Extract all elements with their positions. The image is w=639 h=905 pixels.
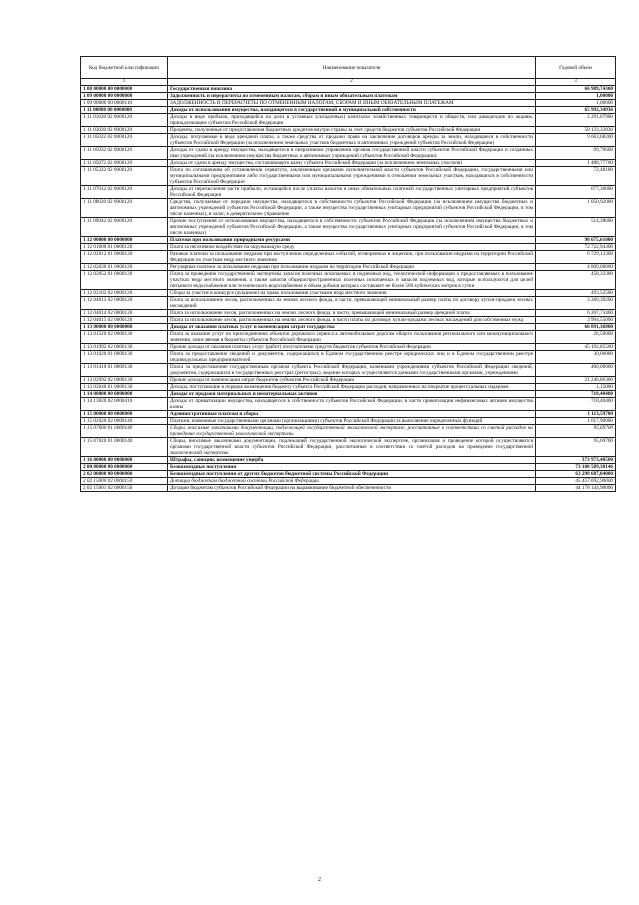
row-value: 1,00000 bbox=[536, 93, 616, 100]
row-code: 1 15 07000 01 0000140 bbox=[81, 425, 168, 438]
row-code: 1 11 01020 02 0000120 bbox=[81, 114, 168, 127]
row-name: Доходы от сдачи в аренду имущества, составляющего казну субъекта Российской Федерации (за исключением земельных участков) bbox=[168, 160, 536, 167]
row-value: 400,00000 bbox=[536, 364, 616, 377]
table-row bbox=[81, 471, 616, 478]
row-value: 63 298 687,04000 bbox=[536, 471, 616, 478]
row-value: 718,40400 bbox=[536, 398, 616, 411]
row-code: 1 12 04014 02 0000120 bbox=[81, 310, 168, 317]
header-value: Годовой объем bbox=[536, 57, 616, 79]
row-value: 6 729,13300 bbox=[536, 251, 616, 264]
table-row bbox=[81, 147, 616, 160]
row-code: 1 12 02102 02 0000120 bbox=[81, 290, 168, 297]
table-row bbox=[81, 377, 616, 384]
row-value: 66 891,36800 bbox=[536, 324, 616, 331]
table-row bbox=[81, 114, 616, 127]
row-name: Плата за использование лесов, расположенных на землях лесного фонда, в части, превышающей минимальный размер платы по договору купли-продажи лесных насаждений bbox=[168, 297, 536, 310]
row-name: Платежи, взимаемые государственными органами (организациями) субъектов Российской Федерации за выполнение определенных функций bbox=[168, 418, 536, 425]
row-value: 21 240,86300 bbox=[536, 377, 616, 384]
row-code: 1 08 00000 00 0000000 bbox=[81, 86, 168, 93]
row-name: Сборы за участие в конкурсе (аукционе) на право пользования участками недр местного значения bbox=[168, 290, 536, 297]
table-row bbox=[81, 464, 616, 471]
row-name: Разовые платежи за пользование недрами при наступлении определенных событий, оговоренных в лицензии, при пользовании недрами на территории Российской Федерации по участкам недр местного значения bbox=[168, 251, 536, 264]
row-value: 30,00000 bbox=[536, 351, 616, 364]
row-code: 1 11 05022 02 0000120 bbox=[81, 134, 168, 147]
row-code: 1 12 00000 00 0000000 bbox=[81, 237, 168, 244]
row-code: 2 02 00000 00 0000000 bbox=[81, 471, 168, 478]
row-name: Доходы от использования имущества, находящегося в государственной и муниципальной собственности bbox=[168, 107, 536, 114]
row-value: 677,30000 bbox=[536, 186, 616, 199]
row-value: 72 722,94300 bbox=[536, 244, 616, 251]
table-row bbox=[81, 425, 616, 438]
row-value: 1 488,77700 bbox=[536, 160, 616, 167]
row-name: Доходы от приватизации имущества, находящегося в собственности субъектов Российской Федерации, в части приватизации нефинансовых активов имущества казны bbox=[168, 398, 536, 411]
row-name: Плата за предоставление сведений и документов, содержащихся в Едином государственном реестре юридических лиц и в Едином государственном реестре индивидуальных предпринимателей bbox=[168, 351, 536, 364]
row-value: 66 989,74300 bbox=[536, 86, 616, 93]
table-row bbox=[81, 478, 616, 485]
row-name: Плата за оказание услуг по присоединению объектов дорожного сервиса к автомобильным дорогам общего пользования регионального или межмуниципального значения, зачисляемая в бюджеты субъектов Российской Федерации bbox=[168, 331, 536, 344]
row-name: Безвозмездные поступления от других бюджетов бюджетной системы Российской Федерации bbox=[168, 471, 536, 478]
row-code: 1 09 00000 00 0000110 bbox=[81, 100, 168, 107]
row-name: Доходы от оказания платных услуг и компенсации затрат государства bbox=[168, 324, 536, 331]
row-code: 1 11 00000 00 0000000 bbox=[81, 107, 168, 114]
row-name: Задолженность и перерасчеты по отмененным налогам, сборам и иным обязательным платежам bbox=[168, 93, 536, 100]
row-value: 718,40400 bbox=[536, 391, 616, 398]
row-value: 45 192,85500 bbox=[536, 344, 616, 351]
table-body bbox=[81, 86, 616, 492]
table-row bbox=[81, 398, 616, 411]
row-code: 1 12 04015 02 0000120 bbox=[81, 317, 168, 324]
row-name: Проценты, полученные от предоставления бюджетных кредитов внутри страны за счет средств бюджетов субъектов Российской Федерации bbox=[168, 127, 536, 134]
row-name: Государственная пошлина bbox=[168, 86, 536, 93]
row-code: 1 15 02020 02 0000140 bbox=[81, 418, 168, 425]
row-value: 1 017,90000 bbox=[536, 418, 616, 425]
row-value: 72,48100 bbox=[536, 167, 616, 186]
table-row bbox=[81, 331, 616, 344]
row-name: Плата за негативное воздействие на окружающую среду bbox=[168, 244, 536, 251]
table-header-row bbox=[81, 57, 616, 79]
row-code: 1 14 13020 02 0000410 bbox=[81, 398, 168, 411]
row-name: Штрафы, санкции, возмещение ущерба bbox=[168, 457, 536, 464]
row-code: 1 12 01000 01 0000120 bbox=[81, 244, 168, 251]
table-row bbox=[81, 218, 616, 237]
table-row bbox=[81, 364, 616, 377]
row-value: 9 663,68200 bbox=[536, 134, 616, 147]
row-name: Доходы от сдачи в аренду имущества, находящегося в оперативном управлении органов государственной власти субъектов Российской Федерации и созданных ими учреждений (за исключением имущества бюджетных и автономных учреждений субъектов Российской Федерации) bbox=[168, 147, 536, 160]
row-code: 2 02 15001 02 0000150 bbox=[81, 485, 168, 492]
page-number: 2 bbox=[318, 877, 321, 883]
row-name: Средства, получаемые от передачи имущества, находящегося в собственности субъектов Российской Федерации (за исключением имущества бюджетных и автономных учреждений субъектов Российской Федерации, а также имущества государственных унитарных предприятий субъектов Российской Федерации, в том числе казенных), в залог, в доверительное управление bbox=[168, 199, 536, 218]
table-row bbox=[81, 310, 616, 317]
row-code: 1 13 00000 00 0000000 bbox=[81, 324, 168, 331]
row-value: 50 133,32836 bbox=[536, 127, 616, 134]
table-row bbox=[81, 134, 616, 147]
table-row bbox=[81, 199, 616, 218]
table-row bbox=[81, 344, 616, 351]
row-code: 1 09 00000 00 0000000 bbox=[81, 93, 168, 100]
row-code: 1 11 09042 02 0000120 bbox=[81, 218, 168, 237]
table-row bbox=[81, 237, 616, 244]
row-value: 26,50000 bbox=[536, 331, 616, 344]
row-value: 44 178 144,90000 bbox=[536, 485, 616, 492]
row-name: Дотации бюджетам бюджетной системы Российской Федерации bbox=[168, 478, 536, 485]
row-value: 1,15000 bbox=[536, 384, 616, 391]
table-row bbox=[81, 411, 616, 418]
table-row bbox=[81, 457, 616, 464]
row-name: Доходы в виде прибыли, приходящейся на доли в уставных (складочных) капиталах хозяйственных товариществ и обществ, или дивидендов по акциям, принадлежащим субъектам Российской Федерации bbox=[168, 114, 536, 127]
row-value: 4 809,00000 bbox=[536, 264, 616, 271]
row-code: 1 12 02052 01 0000120 bbox=[81, 271, 168, 290]
table-row bbox=[81, 86, 616, 93]
row-name: Платежи при пользовании природными ресурсами bbox=[168, 237, 536, 244]
row-value: 458,33300 bbox=[536, 271, 616, 290]
row-value: 73 100 589,38146 bbox=[536, 464, 616, 471]
row-value: 2 291,67900 bbox=[536, 114, 616, 127]
row-value: 6 207,73400 bbox=[536, 310, 616, 317]
row-name: ЗАДОЛЖЕННОСТЬ И ПЕРЕРАСЧЕТЫ ПО ОТМЕНЕННЫМ НАЛОГАМ, СБОРАМ И ИНЫМ ОБЯЗАТЕЛЬНЫМ ПЛАТЕЖАМ bbox=[168, 100, 536, 107]
row-name: Безвозмездные поступления bbox=[168, 464, 536, 471]
row-name: Плата по соглашениям об установлении сервитута, заключенным органами исполнительной власти субъектов Российской Федерации, государственными или муниципальными предприятиями либо государственными или муниципальными учреждениями в отношении земельных участков, находящихся в собственности субъектов Российской Федерации bbox=[168, 167, 536, 186]
table-row bbox=[81, 485, 616, 492]
row-code: 1 13 01020 01 0000130 bbox=[81, 351, 168, 364]
table-row bbox=[81, 251, 616, 264]
table-row bbox=[81, 297, 616, 310]
row-code: 1 15 00000 00 0000000 bbox=[81, 411, 168, 418]
row-code: 1 14 00000 00 0000000 bbox=[81, 391, 168, 398]
row-code: 2 00 00000 00 0000000 bbox=[81, 464, 168, 471]
row-value: 514,38600 bbox=[536, 218, 616, 237]
table-row bbox=[81, 264, 616, 271]
row-name: Плата за предоставление государственным органом субъекта Российской Федерации, казенными учреждениями субъектов Российской Федерации сведений, документов, содержащихся в государственных реестрах (регистрах), ведение которых осуществляется данными государственными органами, учреждениями bbox=[168, 364, 536, 377]
row-name: Доходы, получаемые в виде арендной платы, а также средства от продажи права на заключение договоров аренды за земли, находящиеся в собственности субъектов Российской Федерации (за исключением земельных участков бюджетных и автономных учреждений субъектов Российской Федерации) bbox=[168, 134, 536, 147]
row-code: 1 13 02040 01 0000130 bbox=[81, 384, 168, 391]
row-value: 1 113,59700 bbox=[536, 411, 616, 418]
table-row bbox=[81, 418, 616, 425]
row-value: 45 457 692,90000 bbox=[536, 478, 616, 485]
column-number: 1 bbox=[81, 79, 168, 86]
row-name: Прочие поступления от использования имущества, находящегося в собственности субъектов Российской Федерации (за исключением имущества бюджетных и автономных учреждений субъектов Российской Федерации, а также имущества государственных унитарных предприятий субъектов Российской Федерации, в том числе казенных) bbox=[168, 218, 536, 237]
row-name: Доходы, поступающие в порядке возмещения бюджету субъекта Российской Федерации расходов, направленных на покрытие процессуальных издержек bbox=[168, 384, 536, 391]
row-code: 1 11 03020 02 0000120 bbox=[81, 127, 168, 134]
header-name: Наименование показателя bbox=[168, 57, 536, 79]
row-value: 3 260,39200 bbox=[536, 297, 616, 310]
row-value: 1,00000 bbox=[536, 100, 616, 107]
row-value: 373 973,48500 bbox=[536, 457, 616, 464]
row-code: 1 11 07012 02 0000120 bbox=[81, 186, 168, 199]
row-code: 2 02 15000 02 0000150 bbox=[81, 478, 168, 485]
row-code: 1 13 01410 01 0000130 bbox=[81, 364, 168, 377]
row-code: 1 12 04013 02 0000120 bbox=[81, 297, 168, 310]
row-name: Плата за использование лесов, расположенных на землях лесного фонда, в части, превышающей минимальный размер арендной платы bbox=[168, 310, 536, 317]
table-row bbox=[81, 290, 616, 297]
row-code: 1 13 01992 02 0000130 bbox=[81, 344, 168, 351]
row-name: Регулярные платежи за пользование недрами при пользовании недрами на территории Российской Федерации bbox=[168, 264, 536, 271]
table-row bbox=[81, 93, 616, 100]
table-row bbox=[81, 351, 616, 364]
table-row bbox=[81, 324, 616, 331]
row-code: 1 11 05322 02 0000120 bbox=[81, 167, 168, 186]
budget-revenue-table bbox=[80, 56, 616, 492]
row-value: 95,69700 bbox=[536, 425, 616, 438]
row-name: Плата за проведение государственной экспертизы запасов полезных ископаемых и подземных вод, геологической информации о предоставляемых в пользование участках недр местного значения, а также запасов общераспространенных полезных ископаемых и запасов подземных вод, которые используются для целей питьевого водоснабжения или технического водоснабжения и объем добычи которых составляет не более 500 кубических метров в сутки bbox=[168, 271, 536, 290]
row-name: Доходы от продажи материальных и нематериальных активов bbox=[168, 391, 536, 398]
row-code: 1 11 05032 02 0000120 bbox=[81, 147, 168, 160]
row-name: Дотации бюджетам субъектов Российской Федерации на выравнивание бюджетной обеспеченности bbox=[168, 485, 536, 492]
column-number: 2 bbox=[168, 79, 536, 86]
row-value: 99,79600 bbox=[536, 147, 616, 160]
row-name: Доходы от перечисления части прибыли, остающейся после уплаты налогов и иных обязательных платежей государственных унитарных предприятий субъектов Российской Федерации bbox=[168, 186, 536, 199]
table-row bbox=[81, 244, 616, 251]
table-row bbox=[81, 107, 616, 114]
row-code: 1 15 07020 01 0000140 bbox=[81, 438, 168, 457]
table-row bbox=[81, 100, 616, 107]
row-code: 1 13 01520 02 0000130 bbox=[81, 331, 168, 344]
row-name: Сборы, вносимые заказчиками документации, подлежащей государственной экологической экспертизе, организация и проведение которой осуществляются органами государственной власти субъектов Российской Федерации, рассчитанные в соответствии со сметой расходов на проведение государственной экологической экспертизы bbox=[168, 438, 536, 457]
table-row bbox=[81, 271, 616, 290]
column-number: 3 bbox=[536, 79, 616, 86]
row-value: 98 675,61000 bbox=[536, 237, 616, 244]
table-row bbox=[81, 167, 616, 186]
row-code: 1 13 02992 02 0000130 bbox=[81, 377, 168, 384]
row-name: Сборы, вносимые заказчиками документации, подлежащей государственной экологической экспертизе, рассчитанные в соответствии со сметой расходов на проведение государственной экологической экспертизы bbox=[168, 425, 536, 438]
header-code: Код бюджетной классификации bbox=[81, 57, 168, 79]
row-code: 1 11 08020 02 0000120 bbox=[81, 199, 168, 218]
table-row bbox=[81, 186, 616, 199]
table-row bbox=[81, 391, 616, 398]
table-row bbox=[81, 384, 616, 391]
row-code: 1 11 05072 02 0000120 bbox=[81, 160, 168, 167]
table-row bbox=[81, 127, 616, 134]
row-value: 493,52500 bbox=[536, 290, 616, 297]
table-row bbox=[81, 438, 616, 457]
row-value: 1 050,92000 bbox=[536, 199, 616, 218]
column-number-row bbox=[81, 79, 616, 86]
table-row bbox=[81, 160, 616, 167]
row-name: Прочие доходы от оказания платных услуг (работ) получателями средств бюджетов субъектов Российской Федерации bbox=[168, 344, 536, 351]
row-name: Плата за использование лесов, расположенных на землях лесного фонда, в части платы по договору купли-продажи лесных насаждений для собственных нужд bbox=[168, 317, 536, 324]
row-code: 1 16 00000 00 0000000 bbox=[81, 457, 168, 464]
row-name: Административные платежи и сборы bbox=[168, 411, 536, 418]
row-value: 65 992,34936 bbox=[536, 107, 616, 114]
table-row bbox=[81, 317, 616, 324]
row-code: 1 12 02030 01 0000120 bbox=[81, 264, 168, 271]
row-value: 95,69700 bbox=[536, 438, 616, 457]
row-code: 1 12 02012 01 0000120 bbox=[81, 251, 168, 264]
row-name: Прочие доходы от компенсации затрат бюджетов субъектов Российской Федерации bbox=[168, 377, 536, 384]
row-value: 3 994,55000 bbox=[536, 317, 616, 324]
